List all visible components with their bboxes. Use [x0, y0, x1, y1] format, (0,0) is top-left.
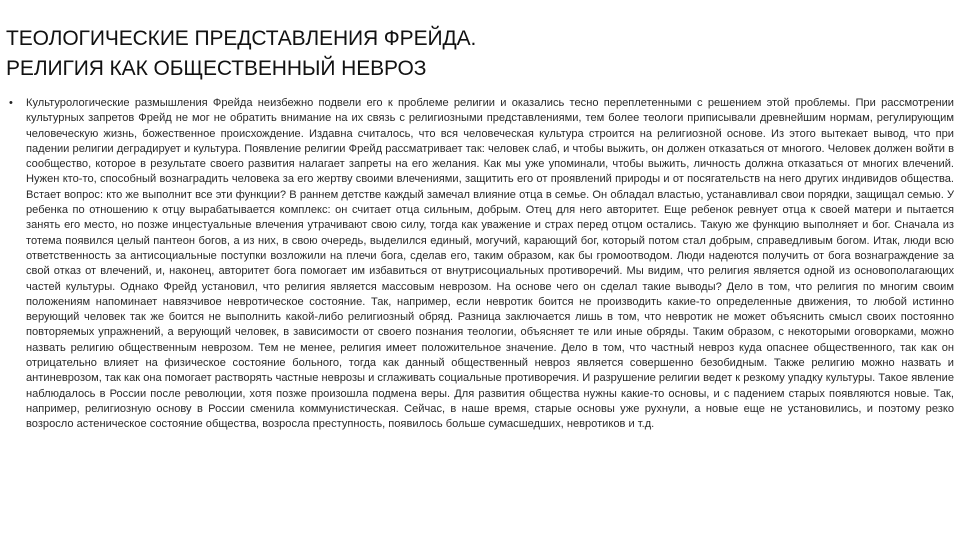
slide-title-line-2: РЕЛИГИЯ КАК ОБЩЕСТВЕННЫЙ НЕВРОЗ — [6, 57, 427, 80]
slide-title — [6, 24, 954, 84]
body-paragraph: Культурологические размышления Фрейда неизбежно подвели его к проблеме религии и оказались тесно переплетенными с решением этой проблемы. При рассмотрении культурных запретов Фрейд не мог не обратить внимание на их связь с религиозными представлениями, тем более теологи приписывали древнейшим нормам, регулирующим человеческую жизнь, божественное происхождение. Издавна считалось, что вся человеческая культура строится на религиозной основе. Из этого вытекает вывод, что при падении религии деградирует и культура. Появление религии Фрейд рассматривает так: человек слаб, и чтобы выжить, он должен отказаться от многого. Человек должен войти в сообщество, которое в результате своего развития налагает запреты на его желания. Как мы уже упоминали, чтобы выжить, личность должна отказаться от многих влечений. Нужен кто-то, способный вознаградить человека за его жертву своими влечениями, защитить его от проявлений природы и от посягательств на него других индивидов общества. Встает вопрос: кто же выполнит все эти функции? В раннем детстве каждый замечал влияние отца в семье. Он обладал властью, устанавливал свои порядки, защищал семью. У ребенка по отношению к отцу вырабатывается комплекс: он считает отца сильным, добрым. Отец для него авторитет. Еще ребенок ревнует отца к своей матери и пытается занять его место, но позже инцестуальные влечения утрачивают свою силу, тогда как уважение и страх перед отцом остались. Такую же функцию выполняет и бог. Сначала из тотема появился целый пантеон богов, а из них, в свою очередь, выделился единый, могучий, карающий бог, который потом стал добрым, справедливым богом. Итак, люди всю ответственность за антисоциальные поступки возложили на плечи бога, сделав его, таким образом, как бы громоотводом. Люди надеются получить от бога вознаграждение за свой отказ от влечений, и, наконец, авторитет бога помогает им избавиться от внутрисоциальных противоречий. Мы видим, что религия является одной из основополагающих частей культуры. Однако Фрейд установил, что религия является массовым неврозом. На основе чего он сделал такие выводы? Дело в том, что религия по многим своим положениям напоминает навязчивое невротическое состояние. Так, например, если невротик боится не производить какие-то определенные движения, то любой истинно верующий человек так же боится не выполнить какой-либо религиозный обряд. Разница заключается лишь в том, что невротик не может объяснить смысл своих постоянно повторяемых упражнений, а верующий человек, в зависимости от своего познания теологии, объясняет те или иные обряды. Таким образом, с некоторыми оговорками, можно назвать религию общественным неврозом. Тем не менее, религия имеет положительное значение. Дело в том, что частный невроз куда опаснее общественного, так как он отрицательно влияет на физическое состояние больного, тогда как данный общественный невроз является совершенно безобидным. Также религию можно назвать и антиневрозом, так как она помогает растворять частные неврозы и сглаживать социальные противоречия. И разрушение религии ведет к резкому упадку культуры. Такое явление наблюдалось в России после революции, хотя позже произошла подмена веры. Для развития общества нужны какие-то основы, и с падением старых появляются новые. Так, например, религиозную основу в России сменила коммунистическая. Сейчас, в наше время, старые основы уже рухнули, а новые еще не установились, и поэтому резко возросло астеническое состояние общества, возросла преступность, появилось больше сумасшедших, невротиков и т.д. — [26, 97, 954, 431]
slide-title-line-1: ТЕОЛОГИЧЕСКИЕ ПРЕДСТАВЛЕНИЯ ФРЕЙДА. — [6, 27, 477, 50]
slide-body — [6, 96, 954, 433]
bullet-icon: • — [9, 97, 13, 109]
